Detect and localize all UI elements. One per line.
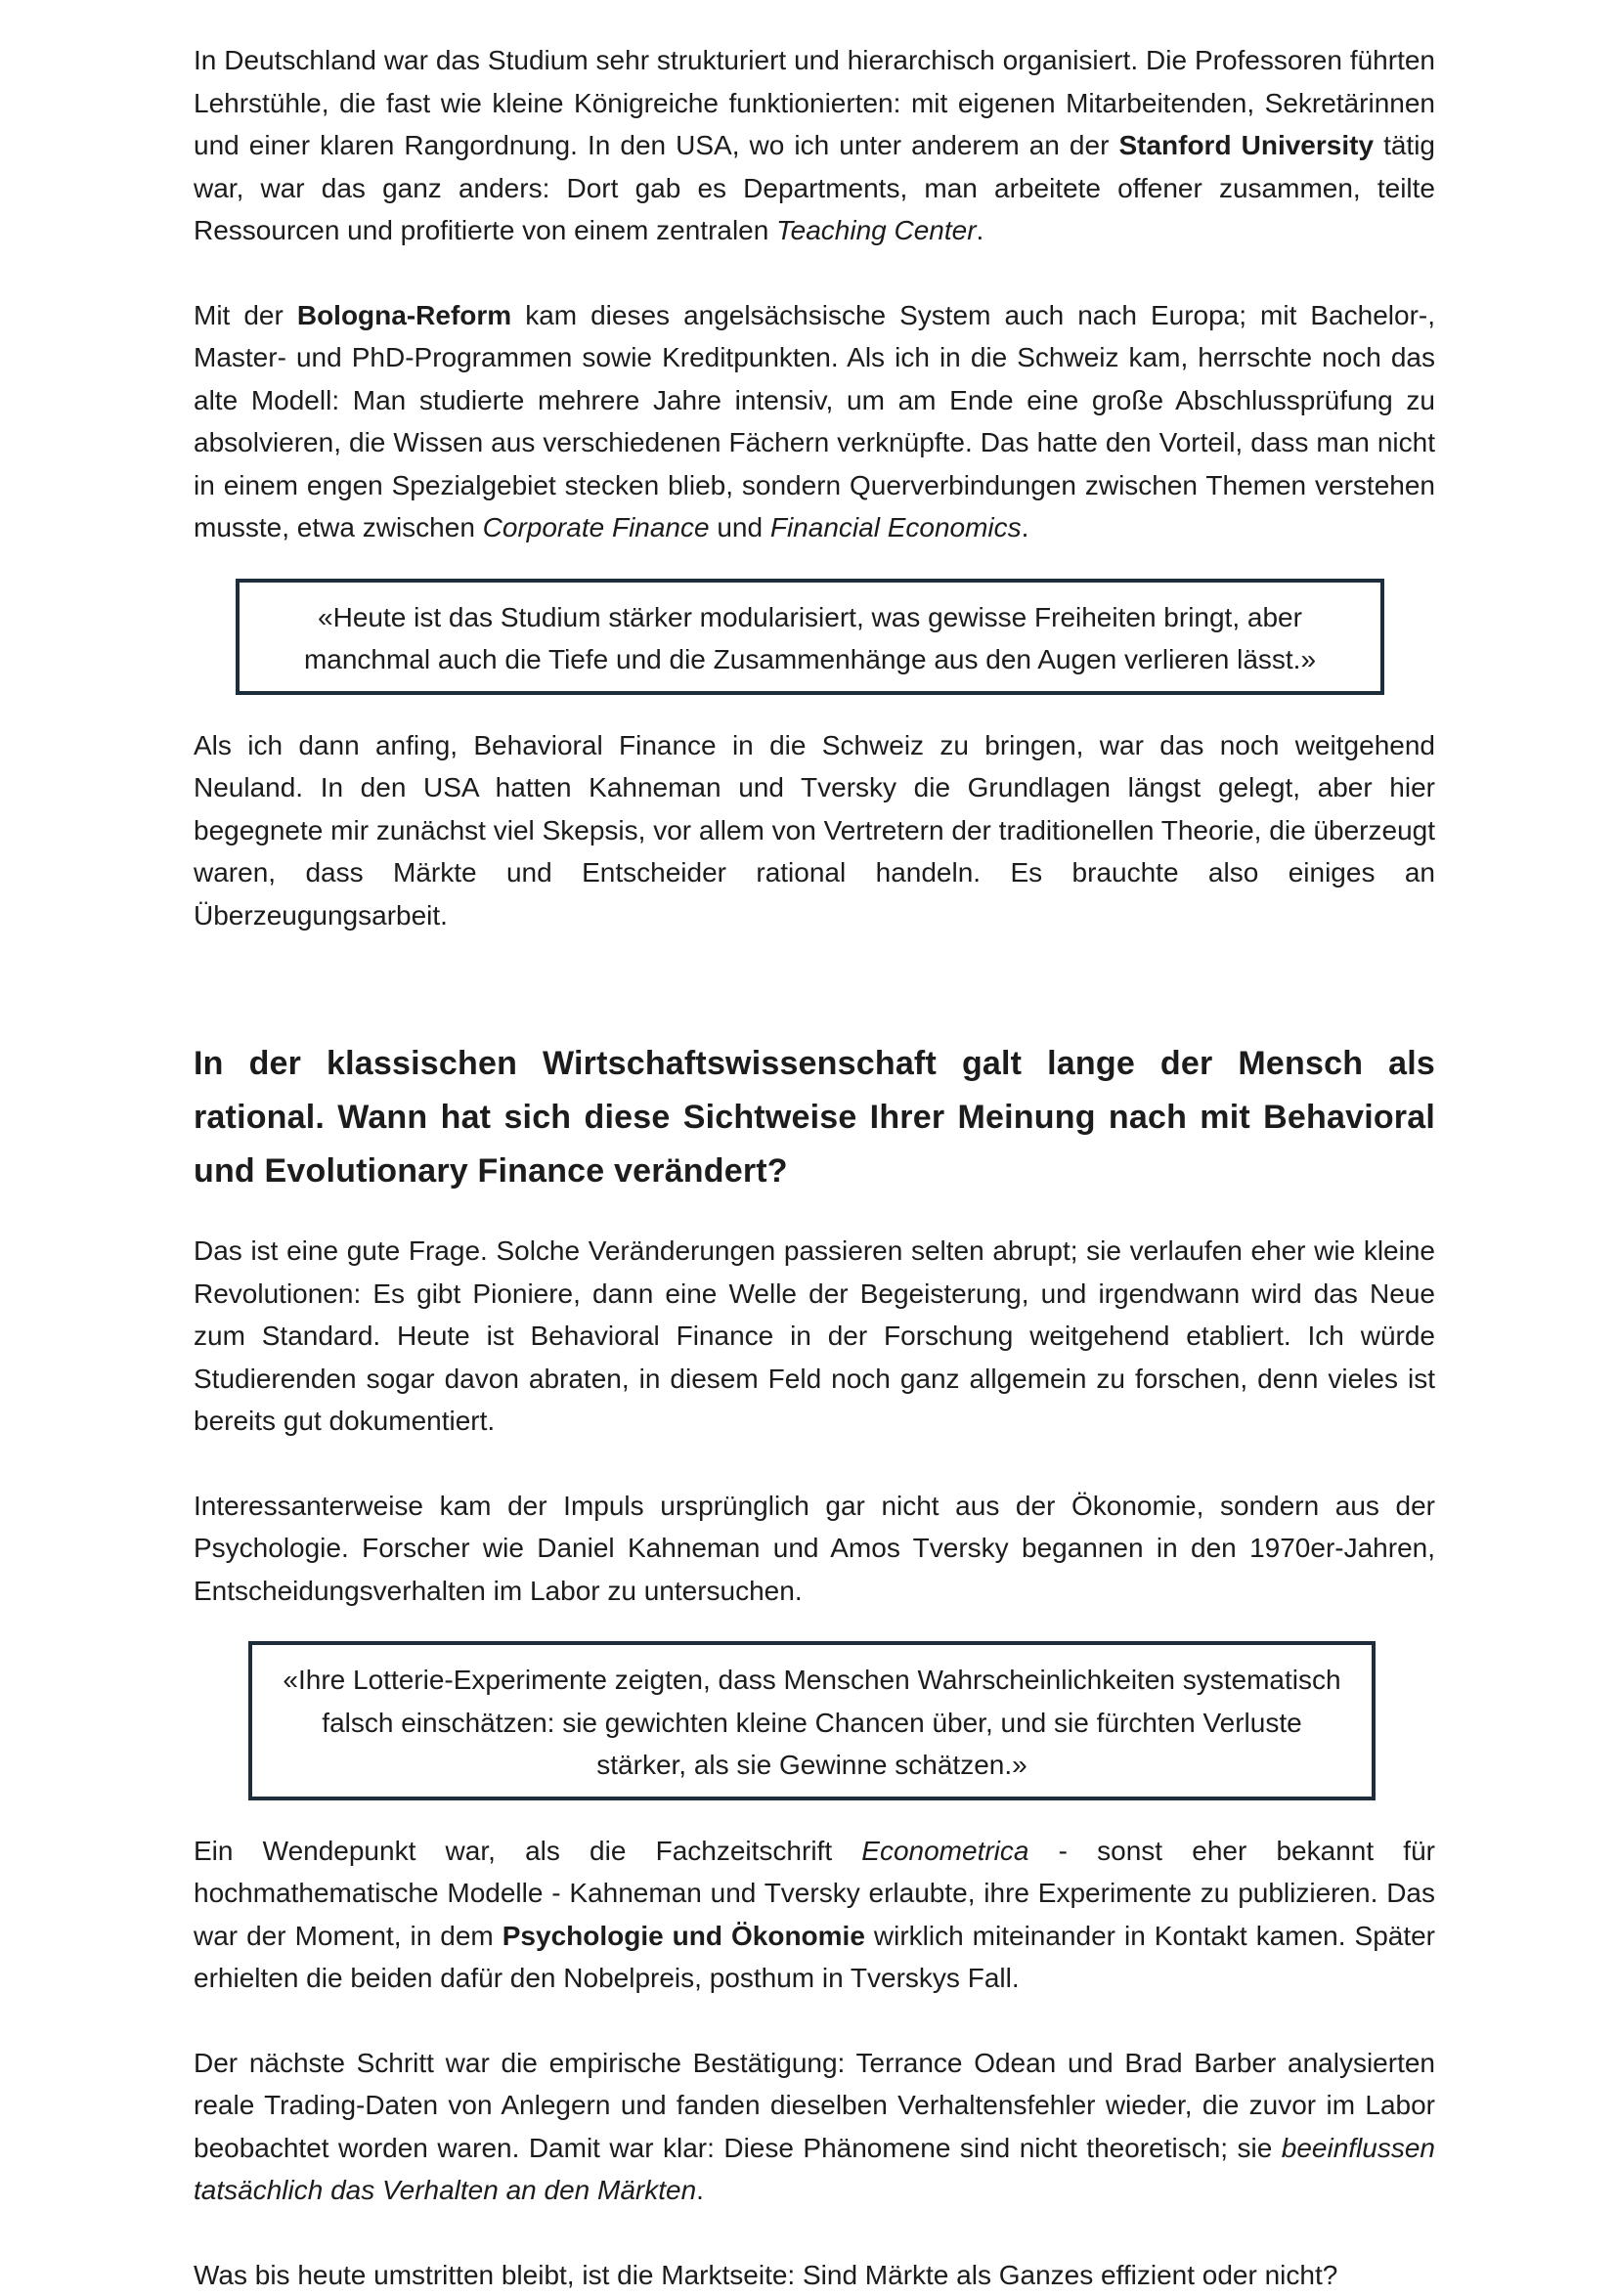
italic-run: Corporate Finance — [483, 512, 710, 542]
text-run: In Deutschland war das Studium sehr strukturiert und hierarchisch organisiert. Die Professoren führten Lehrstühle, die fast wie kleine Königreiche funktionierten: mit eigenen Mitarbeitenden, Sekretärinnen und einer klaren Rangordnung. In den USA, wo ich unter anderem an der — [194, 45, 1435, 160]
text-run: Mit der — [194, 300, 297, 330]
bold-run: Stanford University — [1118, 130, 1374, 160]
italic-run: Teaching Center — [776, 215, 976, 245]
paragraph-2 — [194, 294, 1435, 549]
text-run: - sonst eher bekannt für hochmathematische Modelle - Kahneman und Tversky erlaubte, ihre Experimente zu publizieren. Das war der Moment, in dem — [194, 1836, 1435, 1951]
text-run: Ein Wendepunkt war, als die Fachzeitschrift — [194, 1836, 861, 1866]
bold-run: Bologna-Reform — [297, 300, 511, 330]
paragraph-8: Was bis heute umstritten bleibt, ist die Marktseite: Sind Märkte als Ganzes effizient oder nicht? — [194, 2254, 1435, 2296]
interview-question-heading: In der klassischen Wirtschaftswissenschaft galt lange der Mensch als rational. Wann hat sich diese Sichtweise Ihrer Meinung nach mit Behavioral und Evolutionary Finance verändert? — [194, 1037, 1435, 1198]
pull-quote-text: «Ihre Lotterie-Experimente zeigten, dass Menschen Wahrscheinlichkeiten systematisch falsch einschätzen: sie gewichten kleine Chancen über, und sie fürchten Verluste stärker, als sie Gewinne schätzen.» — [283, 1665, 1340, 1780]
article-body — [194, 39, 1435, 2296]
italic-run: Financial Economics — [770, 512, 1022, 542]
pull-quote-1 — [236, 579, 1384, 695]
paragraph-1 — [194, 39, 1435, 252]
text-run: . — [1022, 512, 1029, 542]
text-run: Der nächste Schritt war die empirische Bestätigung: Terrance Odean und Brad Barber analysierten reale Trading-Daten von Anlegern und fanden dieselben Verhaltensfehler wieder, die zuvor im Labor beobachtet worden waren. Damit war klar: Diese Phänomene sind nicht theoretisch; sie — [194, 2048, 1435, 2163]
paragraph-5: Interessanterweise kam der Impuls ursprünglich gar nicht aus der Ökonomie, sondern aus der Psychologie. Forscher wie Daniel Kahneman und Amos Tversky begannen in den 1970er-Jahren, Entscheidungsverhalten im Labor zu untersuchen. — [194, 1485, 1435, 1613]
text-run: und — [710, 512, 770, 542]
italic-run: beeinflussen tatsächlich das Verhalten an den Märkten — [194, 2133, 1435, 2206]
paragraph-6 — [194, 1830, 1435, 2000]
paragraph-7 — [194, 2042, 1435, 2212]
paragraph-3: Als ich dann anfing, Behavioral Finance in die Schweiz zu bringen, war das noch weitgehend Neuland. In den USA hatten Kahneman und Tversky die Grundlagen längst gelegt, aber hier begegnete mir zunächst viel Skepsis, vor allem von Vertretern der traditionellen Theorie, die überzeugt waren, dass Märkte und Entscheider rational handeln. Es brauchte also einiges an Überzeugungsarbeit. — [194, 724, 1435, 937]
italic-run: Econometrica — [861, 1836, 1028, 1866]
paragraph-4: Das ist eine gute Frage. Solche Veränderungen passieren selten abrupt; sie verlaufen eher wie kleine Revolutionen: Es gibt Pioniere, dann eine Welle der Begeisterung, und irgendwann wird das Neue zum Standard. Heute ist Behavioral Finance in der Forschung weitgehend etabliert. Ich würde Studierenden sogar davon abraten, in diesem Feld noch ganz allgemein zu forschen, denn vieles ist bereits gut dokumentiert. — [194, 1230, 1435, 1443]
text-run: . — [696, 2175, 704, 2205]
bold-run: Psychologie und Ökonomie — [503, 1921, 865, 1951]
pull-quote-2 — [248, 1641, 1376, 1800]
text-run: tätig war, war das ganz anders: Dort gab es Departments, man arbeitete offener zusammen, teilte Ressourcen und profitierte von einem zentralen — [194, 130, 1435, 245]
text-run: kam dieses angelsächsische System auch nach Europa; mit Bachelor-, Master- und PhD-Programmen sowie Kreditpunkten. Als ich in die Schweiz kam, herrschte noch das alte Modell: Man studierte mehrere Jahre intensiv, um am Ende eine große Abschlussprüfung zu absolvieren, die Wissen aus verschiedenen Fächern verknüpfte. Das hatte den Vorteil, dass man nicht in einem engen Spezialgebiet stecken blieb, sondern Querverbindungen zwischen Themen verstehen musste, etwa zwischen — [194, 300, 1435, 543]
text-run: wirklich miteinander in Kontakt kamen. Später erhielten die beiden dafür den Nobelpreis, posthum in Tverskys Fall. — [194, 1921, 1435, 1994]
text-run: . — [977, 215, 984, 245]
pull-quote-text: «Heute ist das Studium stärker modularisiert, was gewisse Freiheiten bringt, aber manchmal auch die Tiefe und die Zusammenhänge aus den Augen verlieren lässt.» — [304, 602, 1316, 675]
